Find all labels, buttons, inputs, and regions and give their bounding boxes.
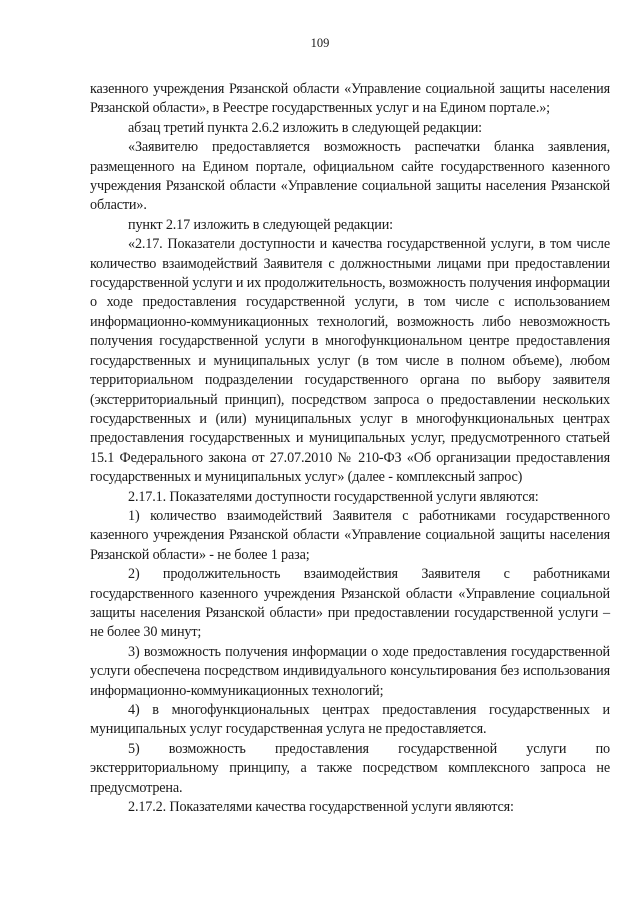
paragraph-2-17-1: 2.17.1. Показателями доступности государственной услуги являются: [128,488,539,505]
list-item-2: 2) продолжительность взаимодействия Заявителя с работниками государственного казенного учреждения Рязанской области «Управление социальной защиты населения Рязанской области» при предоставлении государственной услуги – не более 30 минут; [90,566,610,641]
page-number: 109 [310,36,330,50]
list-item-1: 1) количество взаимодействий Заявителя с работниками государственного казенного учреждения Рязанской области «Управление социальной защиты населения Рязанской области» - не более 1 раза; [90,507,610,563]
paragraph-amendment-2-6-2: абзац третий пункта 2.6.2 изложить в следующей редакции: [128,119,482,136]
paragraph-2-17: «2.17. Показатели доступности и качества государственной услуги, в том числе количество взаимодействий Заявителя с должностными лицами при предоставлении государственной услуги и их продолжительность, возможность получения информации о ходе предоставления государственной услуги, в том числе с использованием информационно-коммуникационных технологий, возможность либо невозможность получения государственной услуги в многофункциональном центре предоставления государственных и муниципальных услуг (в том числе в полном объеме), любом территориальном подразделении государственного органа по выбору заявителя (экстерриториальный принцип), посредством запроса о предоставлении нескольких государственных и (или) муниципальных услуг в многофункциональных центрах предоставления государственных и муниципальных услуг, предусмотренного статьей 15.1 Федерального закона от 27.07.2010 № 210-ФЗ «Об организации предоставления государственных и муниципальных услуг» (далее - комплексный запрос) [90,236,610,486]
document-body [90,80,610,817]
list-item-3: 3) возможность получения информации о ходе предоставления государственной услуги обеспечена посредством индивидуального консультирования без использования информационно-коммуникационных технологий; [90,643,610,699]
paragraph-applicant-form: «Заявителю предоставляется возможность распечатки бланка заявления, размещенного на Едином портале, официальном сайте государственного казенного учреждения Рязанской области «Управление социальной защиты населения Рязанской области». [90,139,610,214]
paragraph-continuation: казенного учреждения Рязанской области «Управление социальной защиты населения Рязанской области», в Реестре государственных услуг и на Едином портале.»; [90,81,610,117]
paragraph-2-17-2: 2.17.2. Показателями качества государственной услуги являются: [128,799,514,816]
list-item-4: 4) в многофункциональных центрах предоставления государственных и муниципальных услуг государственная услуга не предоставляется. [90,702,610,738]
list-item-5: 5) возможность предоставления государственной услуги по экстерриториальному принципу, а также посредством комплексного запроса не предусмотрена. [90,740,610,796]
paragraph-amendment-2-17: пункт 2.17 изложить в следующей редакции: [128,216,393,233]
